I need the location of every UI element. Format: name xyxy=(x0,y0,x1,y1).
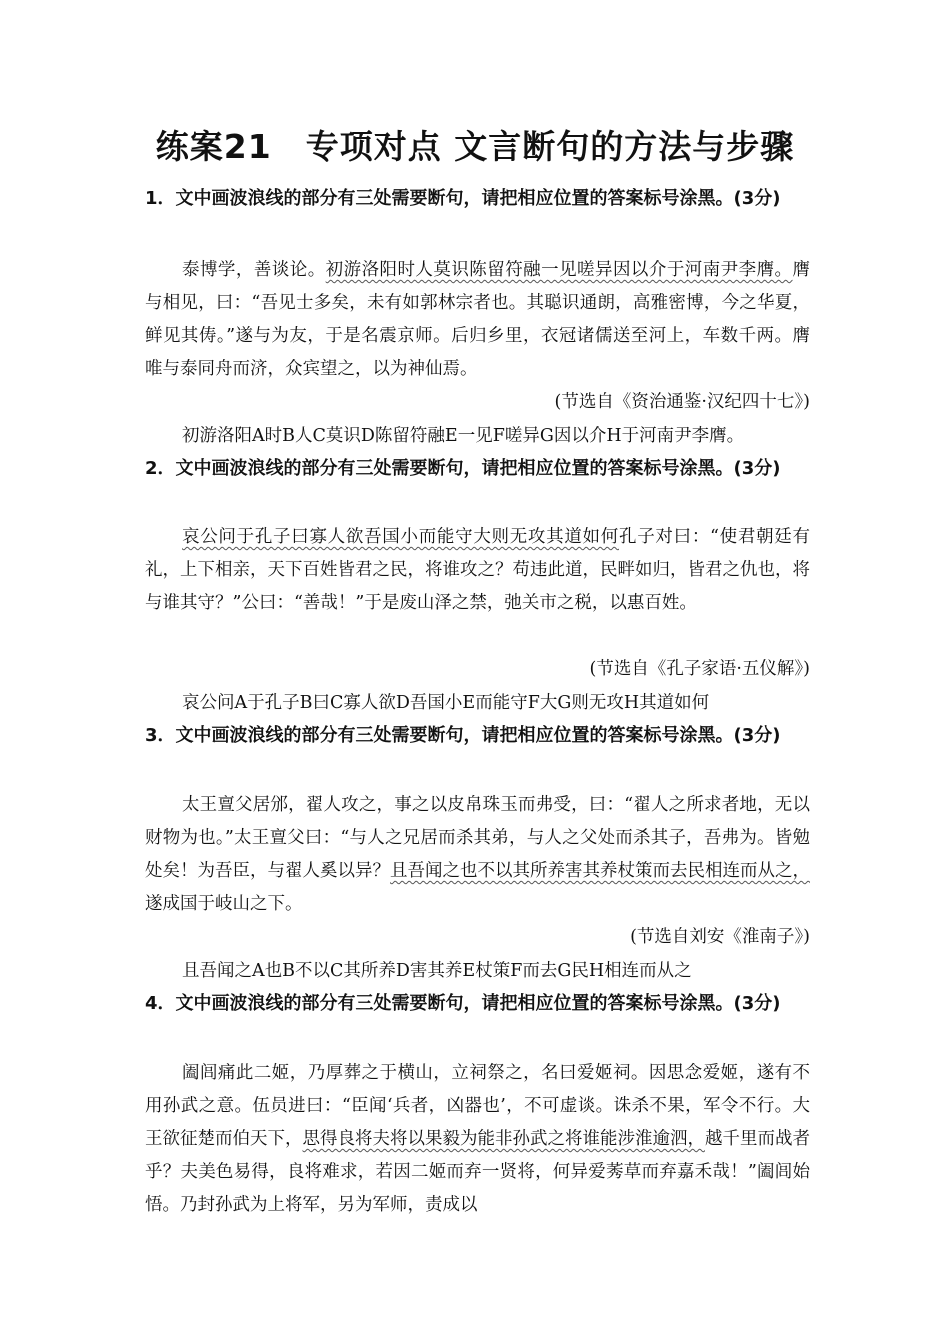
passage-text: 阖闾痛此二姬，乃厚葬之于横山，立祠祭之，名曰爱姬祠。因思念爱姬，遂有不用孙武之意。伍员进曰：“臣闻‘兵者，凶器也’，不可虚谈。诛杀不果，军令不行。大王欲征楚而伯天下， xyxy=(145,1063,810,1149)
question-4-passage xyxy=(145,1057,810,1222)
passage-text: 遂成国于岐山之下。 xyxy=(145,894,303,914)
wavy-underlined-text: 思得良将夫将以果毅为能非孙武之将谁能涉淮逾泗， xyxy=(302,1129,705,1149)
question-2-options: 哀公问A于孔子B曰C寡人欲D吾国小E而能守F大G则无攻H其道如何 xyxy=(182,693,710,713)
question-1-options: 初游洛阳A时B人C莫识D陈留符融E一见F嗟异G因以介H于河南尹李膺。 xyxy=(182,426,745,446)
passage-text: 膺与相见，曰：“吾见士多矣，未有如郭林宗者也。其聪识通朗，高雅密博，今之华夏，鲜见其俦。”遂与为友，于是名震京师。后归乡里，衣冠诸儒送至河上，车数千两。膺唯与泰同舟而济，众宾望之，以为神仙焉。 xyxy=(145,260,811,379)
passage-text: 越千里而战者乎？夫美色易得，良将难求，若因二姬而弃一贤将，何异爱莠草而弃嘉禾哉！”阖闾始悟。乃封孙武为上将军，另为军师，责成以 xyxy=(145,1129,810,1215)
question-3-source: (节选自刘安《淮南子》) xyxy=(630,927,810,947)
wavy-underlined-text: 初游洛阳时人莫识陈留符融一见嗟异因以介于河南尹李膺。 xyxy=(325,260,793,280)
question-1-prompt: 1．文中画波浪线的部分有三处需要断句，请把相应位置的答案标号涂黑。(3分) xyxy=(145,188,781,209)
wavy-underlined-text: 且吾闻之也不以其所养害其养杖策而去民相连而从之， xyxy=(390,861,810,881)
question-3-passage xyxy=(145,789,810,921)
passage-text: 太王亶父居邠，翟人攻之，事之以皮帛珠玉而弗受，曰：“翟人之所求者地，无以财物为也。”太王亶父曰：“与人之兄居而杀其弟，与人之父处而杀其子，吾弗为。皆勉处矣！为吾臣，与翟人奚以异？ xyxy=(145,795,810,881)
question-4-prompt: 4．文中画波浪线的部分有三处需要断句，请把相应位置的答案标号涂黑。(3分) xyxy=(145,993,781,1014)
question-3-prompt: 3．文中画波浪线的部分有三处需要断句，请把相应位置的答案标号涂黑。(3分) xyxy=(145,725,781,746)
page-title: 练案21 专项对点 文言断句的方法与步骤 xyxy=(155,127,795,166)
question-1-passage xyxy=(145,254,810,386)
passage-text: 泰博学，善谈论。 xyxy=(182,260,326,280)
question-2-prompt: 2．文中画波浪线的部分有三处需要断句，请把相应位置的答案标号涂黑。(3分) xyxy=(145,458,781,479)
passage-text: 孔子对曰：“使君朝廷有礼，上下相亲，天下百姓皆君之民，将谁攻之？苟违此道，民畔如归，皆君之仇也，将与谁其守？”公曰：“善哉！”于是废山泽之禁，弛关市之税，以惠百姓。 xyxy=(145,527,811,613)
question-2-passage xyxy=(145,521,810,620)
question-3-options: 且吾闻之A也B不以C其所养D害其养E杖策F而去G民H相连而从之 xyxy=(182,961,692,981)
question-2-source: (节选自《孔子家语·五仪解》) xyxy=(589,659,810,679)
wavy-underlined-text: 哀公问于孔子曰寡人欲吾国小而能守大则无攻其道如何 xyxy=(182,527,619,547)
question-1-source: (节选自《资治通鉴·汉纪四十七》) xyxy=(554,392,810,412)
